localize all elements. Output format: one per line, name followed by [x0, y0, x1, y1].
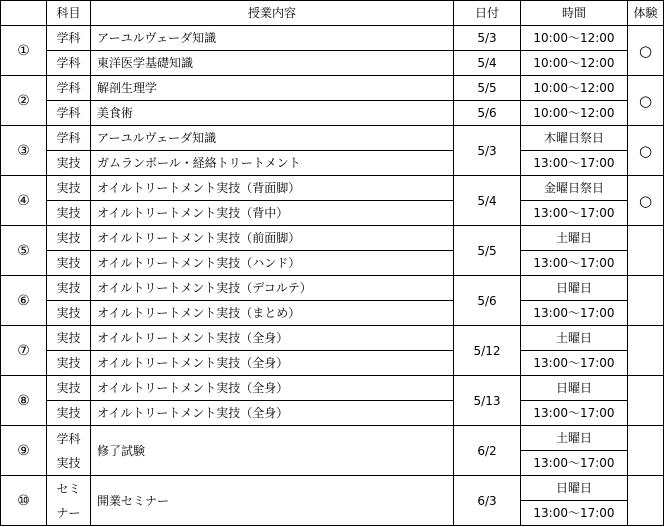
- date-cell: 5/6: [454, 101, 521, 126]
- time-cell: 13:00～17:00: [521, 451, 628, 476]
- content-cell: 修了試験: [91, 426, 454, 476]
- session-number: ⑥: [1, 276, 47, 326]
- table-row: [1, 26, 664, 51]
- content-cell: アーユルヴェーダ知識: [91, 126, 454, 151]
- header-content: 授業内容: [91, 1, 454, 26]
- trial-mark: ○: [628, 126, 664, 176]
- table-row: [1, 301, 664, 326]
- time-cell: 土曜日: [521, 426, 628, 451]
- header-row: [1, 1, 664, 26]
- table-row: [1, 326, 664, 351]
- table-row: [1, 151, 664, 176]
- time-cell: 13:00～17:00: [521, 251, 628, 276]
- subject-cell: 実技: [47, 226, 91, 251]
- subject-cell: 実技: [47, 401, 91, 426]
- session-number: ③: [1, 126, 47, 176]
- trial-mark: ○: [628, 76, 664, 126]
- subject-line: 学科: [56, 431, 81, 446]
- subject-cell: [47, 426, 91, 476]
- table-row: [1, 376, 664, 401]
- table-row: [1, 76, 664, 101]
- session-number: ①: [1, 26, 47, 76]
- time-cell: 13:00～17:00: [521, 351, 628, 376]
- content-cell: オイルトリートメント実技（全身）: [91, 351, 454, 376]
- table-row: [1, 101, 664, 126]
- time-cell: 10:00～12:00: [521, 26, 628, 51]
- table-row: [1, 226, 664, 251]
- subject-cell: 実技: [47, 351, 91, 376]
- time-cell: 日曜日: [521, 276, 628, 301]
- content-cell: オイルトリートメント実技（デコルテ）: [91, 276, 454, 301]
- content-cell: オイルトリートメント実技（全身）: [91, 376, 454, 401]
- time-cell: 10:00～12:00: [521, 101, 628, 126]
- content-cell: オイルトリートメント実技（前面脚）: [91, 226, 454, 251]
- table-row: [1, 351, 664, 376]
- subject-cell: 実技: [47, 276, 91, 301]
- subject-line: セミ: [56, 481, 81, 496]
- trial-mark: ○: [628, 26, 664, 76]
- time-cell: 金曜日祭日: [521, 176, 628, 201]
- time-cell: 13:00～17:00: [521, 301, 628, 326]
- session-number: ⑩: [1, 476, 47, 526]
- session-number: ④: [1, 176, 47, 226]
- subject-cell: 実技: [47, 251, 91, 276]
- subject-cell: 実技: [47, 301, 91, 326]
- header-date: 日付: [454, 1, 521, 26]
- date-cell: 6/2: [454, 426, 521, 476]
- time-cell: 10:00～12:00: [521, 51, 628, 76]
- subject-cell: 学科: [47, 51, 91, 76]
- time-cell: 日曜日: [521, 476, 628, 501]
- trial-mark: [628, 476, 664, 526]
- content-cell: オイルトリートメント実技（背中）: [91, 201, 454, 226]
- date-cell: 5/3: [454, 26, 521, 51]
- time-cell: 日曜日: [521, 376, 628, 401]
- time-cell: 木曜日祭日: [521, 126, 628, 151]
- subject-cell: 実技: [47, 176, 91, 201]
- table-row: [1, 476, 664, 501]
- subject-cell: 実技: [47, 151, 91, 176]
- trial-mark: [628, 426, 664, 476]
- table-row: [1, 51, 664, 76]
- time-cell: 13:00～17:00: [521, 151, 628, 176]
- subject-cell: 学科: [47, 126, 91, 151]
- content-cell: 美食術: [91, 101, 454, 126]
- subject-cell: 実技: [47, 376, 91, 401]
- session-number: ⑨: [1, 426, 47, 476]
- subject-cell: 学科: [47, 101, 91, 126]
- content-cell: 開業セミナー: [91, 476, 454, 526]
- date-cell: 5/3: [454, 126, 521, 176]
- time-cell: 土曜日: [521, 326, 628, 351]
- date-cell: 5/4: [454, 51, 521, 76]
- time-cell: 13:00～17:00: [521, 501, 628, 526]
- subject-line: ナー: [56, 505, 81, 520]
- table-row: [1, 126, 664, 151]
- content-cell: オイルトリートメント実技（背面脚）: [91, 176, 454, 201]
- time-cell: 13:00～17:00: [521, 401, 628, 426]
- session-number: ⑦: [1, 326, 47, 376]
- time-cell: 土曜日: [521, 226, 628, 251]
- content-cell: オイルトリートメント実技（全身）: [91, 326, 454, 351]
- subject-cell: 学科: [47, 26, 91, 51]
- date-cell: 5/5: [454, 76, 521, 101]
- table-row: [1, 201, 664, 226]
- date-cell: 5/4: [454, 176, 521, 226]
- session-number: ⑧: [1, 376, 47, 426]
- content-cell: ガムランボール・経絡トリートメント: [91, 151, 454, 176]
- content-cell: オイルトリートメント実技（全身）: [91, 401, 454, 426]
- table-row: [1, 276, 664, 301]
- subject-line: 実技: [56, 455, 81, 470]
- content-cell: 解剖生理学: [91, 76, 454, 101]
- trial-mark: [628, 376, 664, 426]
- subject-cell: 学科: [47, 76, 91, 101]
- header-number: [1, 1, 47, 26]
- content-cell: 東洋医学基礎知識: [91, 51, 454, 76]
- content-cell: オイルトリートメント実技（ハンド）: [91, 251, 454, 276]
- table-row: [1, 176, 664, 201]
- subject-cell: [47, 476, 91, 526]
- header-trial: 体験: [628, 1, 664, 26]
- time-cell: 13:00～17:00: [521, 201, 628, 226]
- table-row: [1, 401, 664, 426]
- content-cell: アーユルヴェーダ知識: [91, 26, 454, 51]
- time-cell: 10:00～12:00: [521, 76, 628, 101]
- header-subject: 科目: [47, 1, 91, 26]
- date-cell: 5/5: [454, 226, 521, 276]
- content-cell: オイルトリートメント実技（まとめ）: [91, 301, 454, 326]
- trial-mark: [628, 276, 664, 326]
- subject-cell: 実技: [47, 326, 91, 351]
- table-row: [1, 251, 664, 276]
- trial-mark: [628, 226, 664, 276]
- date-cell: 5/12: [454, 326, 521, 376]
- session-number: ⑤: [1, 226, 47, 276]
- session-number: ②: [1, 76, 47, 126]
- subject-cell: 実技: [47, 201, 91, 226]
- date-cell: 5/13: [454, 376, 521, 426]
- trial-mark: ○: [628, 176, 664, 226]
- date-cell: 6/3: [454, 476, 521, 526]
- date-cell: 5/6: [454, 276, 521, 326]
- trial-mark: [628, 326, 664, 376]
- header-time: 時間: [521, 1, 628, 26]
- table-row: [1, 426, 664, 451]
